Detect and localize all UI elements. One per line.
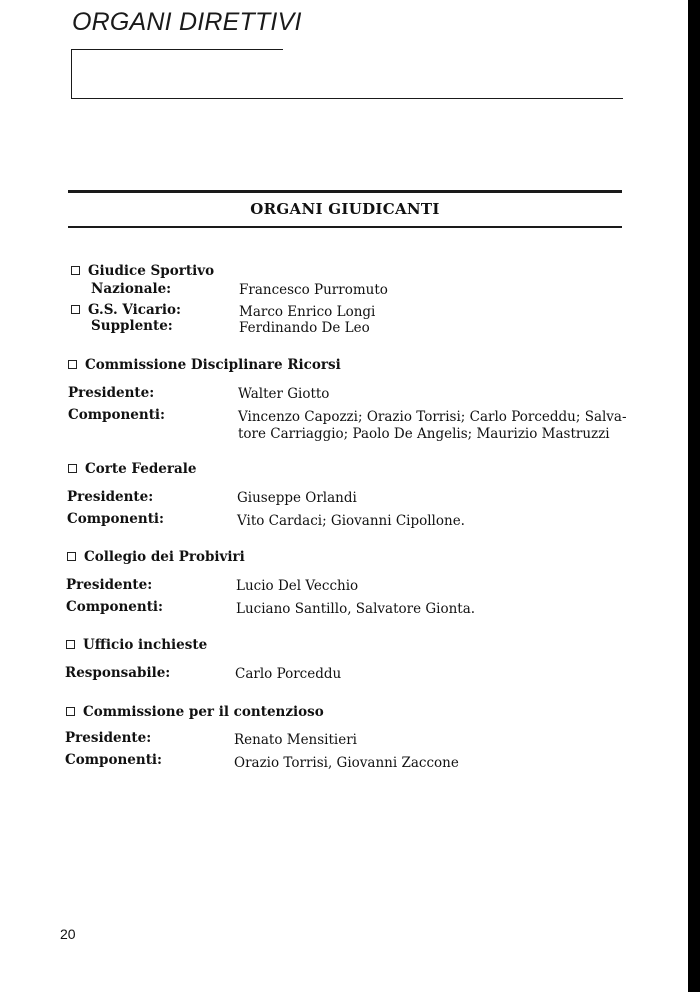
presidente-label: Presidente: [68, 385, 155, 401]
componenti-value-line2: tore Carriaggio; Paolo De Angelis; Maurizio Mastruzzi [238, 426, 610, 442]
presidente-value: Lucio Del Vecchio [236, 578, 359, 594]
section-rule-top [68, 190, 622, 193]
responsabile-label: Responsabile: [65, 665, 171, 681]
supplente-value: Ferdinando De Leo [239, 320, 370, 336]
presidente-label: Presidente: [65, 730, 152, 746]
componenti-value: Vito Cardaci; Giovanni Cipollone. [237, 513, 465, 529]
giudice-nazionale-value: Francesco Purromuto [239, 282, 388, 298]
componenti-label: Componenti: [66, 599, 164, 615]
componenti-label: Componenti: [65, 752, 163, 768]
header-box-top-line [71, 49, 283, 50]
supplente-label: Supplente: [91, 318, 173, 334]
componenti-label: Componenti: [67, 511, 165, 527]
presidente-label: Presidente: [67, 489, 154, 505]
giudice-nazionale-label: Nazionale: [91, 281, 172, 297]
componenti-value-line1: Vincenzo Capozzi; Orazio Torrisi; Carlo Porceddu; Salva- [238, 409, 627, 425]
ufficio-inchieste-heading: Ufficio inchieste [66, 637, 207, 653]
responsabile-value: Carlo Porceddu [235, 666, 342, 682]
page-edge-border [688, 0, 700, 992]
page-header-title: ORGANI DIRETTIVI [72, 8, 302, 36]
section-title: ORGANI GIUDICANTI [250, 200, 440, 218]
gs-vicario-heading: G.S. Vicario: [71, 302, 181, 318]
page-number: 20 [60, 926, 76, 942]
corte-federale-heading: Corte Federale [68, 461, 196, 477]
componenti-value: Luciano Santillo, Salvatore Gionta. [236, 601, 476, 617]
checkbox-icon [67, 552, 76, 561]
checkbox-icon [66, 640, 75, 649]
collegio-probiviri-heading: Collegio dei Probiviri [67, 549, 245, 565]
checkbox-icon [68, 464, 77, 473]
commissione-disciplinare-heading: Commissione Disciplinare Ricorsi [68, 357, 341, 373]
presidente-label: Presidente: [66, 577, 153, 593]
checkbox-icon [71, 305, 80, 314]
componenti-label: Componenti: [68, 407, 166, 423]
giudice-sportivo-heading: Giudice Sportivo [71, 263, 214, 279]
presidente-value: Renato Mensitieri [234, 732, 357, 748]
contenzioso-heading: Commissione per il contenzioso [66, 704, 324, 720]
section-rule-bottom [68, 226, 622, 228]
checkbox-icon [71, 266, 80, 275]
presidente-value: Walter Giotto [238, 386, 330, 402]
header-box-left-line [71, 49, 72, 99]
componenti-value: Orazio Torrisi, Giovanni Zaccone [234, 755, 459, 771]
gs-vicario-value: Marco Enrico Longi [239, 304, 376, 320]
checkbox-icon [68, 360, 77, 369]
header-box-base-line [71, 98, 623, 99]
presidente-value: Giuseppe Orlandi [237, 490, 357, 506]
checkbox-icon [66, 707, 75, 716]
